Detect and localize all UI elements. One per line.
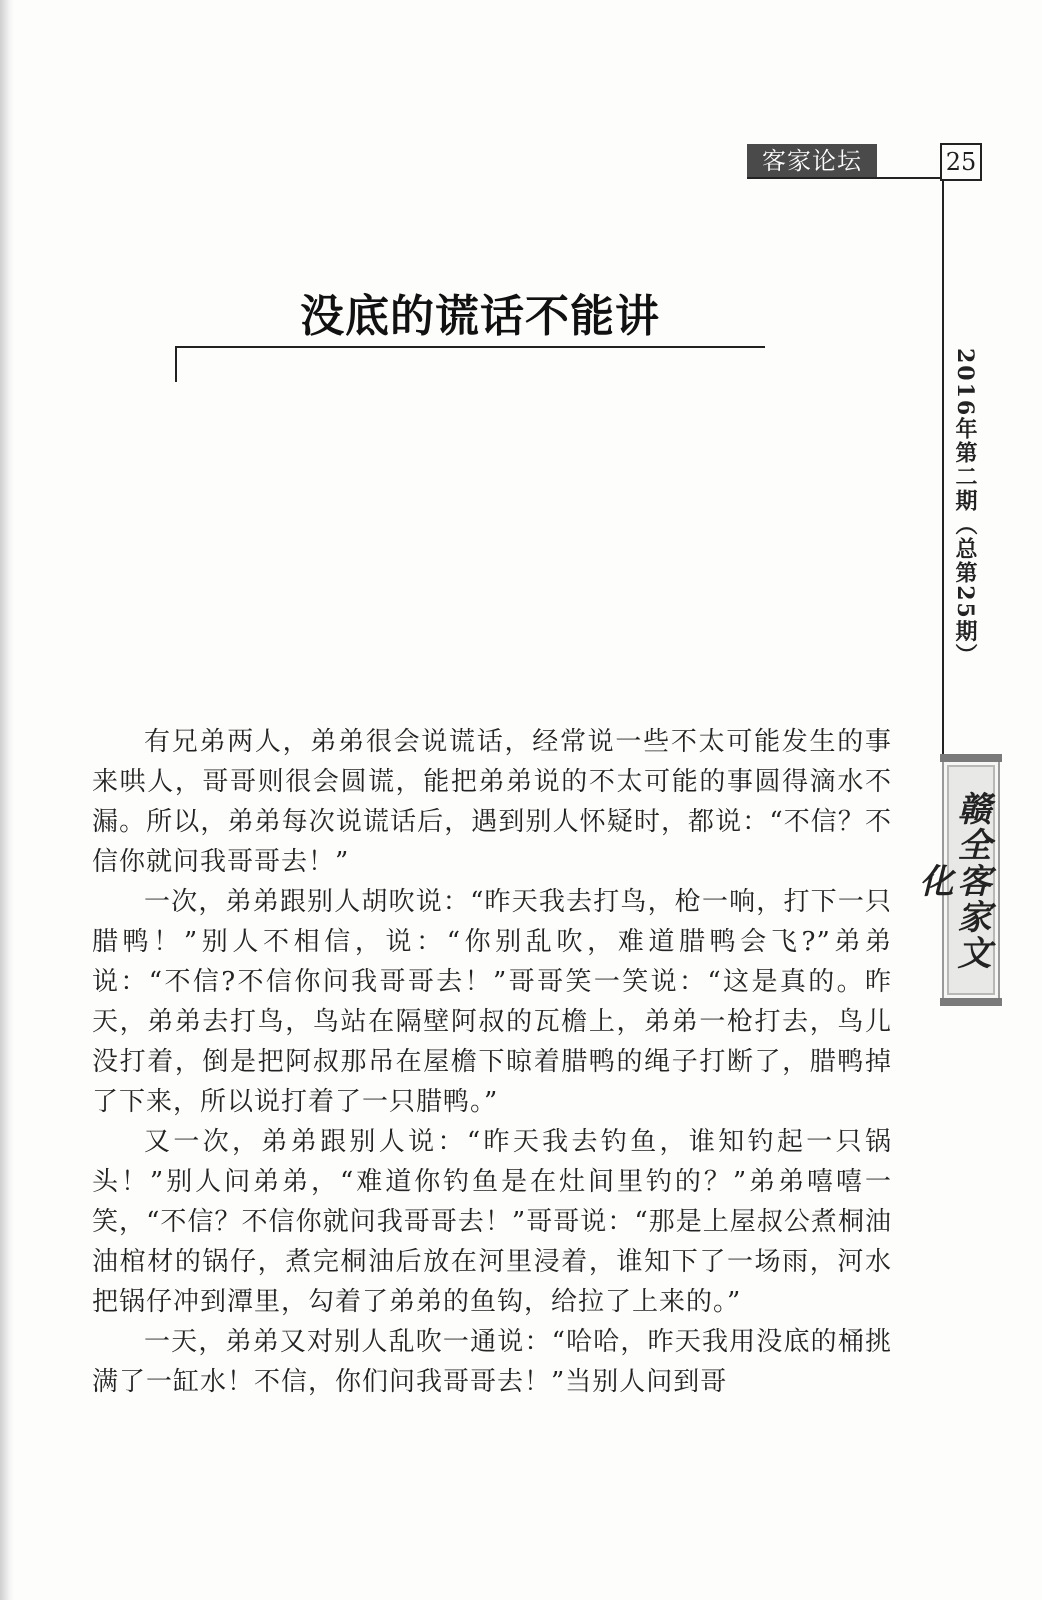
title-rule-vertical (175, 346, 177, 382)
brand-calligraphy: 赣全客家文化 (913, 791, 991, 971)
article-title: 没底的谎话不能讲 (300, 291, 660, 342)
column-name-tab: 客家论坛 (747, 144, 877, 178)
brand-logo-panel (913, 760, 1000, 1000)
scroll-cap-top (940, 754, 1002, 762)
paragraph: 一次，弟弟跟别人胡吹说：“昨天我去打鸟，枪一响，打下一只腊鸭！”别人不相信，说：“你别乱吹，难道腊鸭会飞?”弟弟说：“不信?不信你问我哥哥去！”哥哥笑一笑说：“这是真的。昨天，弟弟去打鸟，鸟站在隔壁阿叔的瓦檐上，弟弟一枪打去，鸟儿没打着，倒是把阿叔那吊在屋檐下晾着腊鸭的绳子打断了，腊鸭掉了下来，所以说打着了一只腊鸭。” (92, 887, 892, 1117)
scroll-cap-bottom (940, 998, 1002, 1006)
issue-info: 2016年第二期（总第25期） (952, 348, 978, 668)
header-rule (747, 177, 942, 179)
page-number: 25 (940, 143, 982, 181)
paragraph: 又一次，弟弟跟别人说：“昨天我去钓鱼，谁知钓起一只锅头！”别人问弟弟，“难道你钓鱼是在灶间里钓的？”弟弟嘻嘻一笑，“不信？不信你就问我哥哥去！”哥哥说：“那是上屋叔公煮桐油油棺材的锅仔，煮完桐油后放在河里浸着，谁知下了一场雨，河水把锅仔冲到潭里，勾着了弟弟的鱼钩，给拉了上来的。” (92, 1127, 892, 1317)
title-rule-horizontal (175, 346, 765, 348)
page-edge-shadow (0, 0, 14, 1600)
side-rule (942, 180, 944, 760)
article-body (92, 722, 892, 1402)
paragraph: 一天，弟弟又对别人乱吹一通说：“哈哈，昨天我用没底的桶挑满了一缸水！不信，你们问我哥哥去！”当别人问到哥 (92, 1327, 892, 1397)
paragraph: 有兄弟两人，弟弟很会说谎话，经常说一些不太可能发生的事来哄人，哥哥则很会圆谎，能把弟弟说的不太可能的事圆得滴水不漏。所以，弟弟每次说谎话后，遇到别人怀疑时，都说：“不信？不信你就问我哥哥去！” (92, 727, 892, 877)
